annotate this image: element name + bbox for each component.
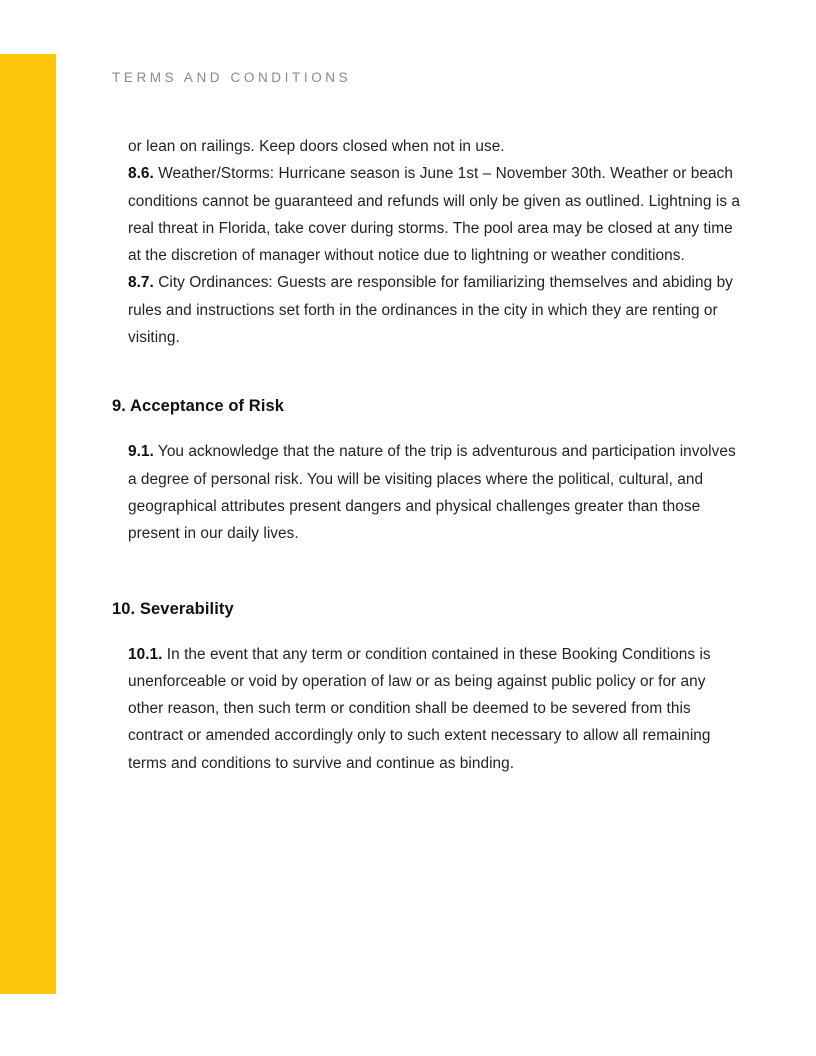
paragraph	[128, 269, 740, 351]
paragraph-lead: 9.1.	[128, 443, 154, 461]
paragraph-lead: 8.7.	[128, 274, 154, 292]
paragraph	[128, 133, 740, 160]
paragraph-text: You acknowledge that the nature of the trip is adventurous and participation involves a degree of personal risk. You will be visiting places where the political, cultural, and geographical attributes present dangers and physical challenges greater than those present in our daily lives.	[128, 443, 736, 543]
document-content	[112, 0, 742, 777]
page-title: TERMS AND CONDITIONS	[112, 70, 352, 85]
continued-section	[112, 133, 740, 351]
section-body	[112, 438, 740, 547]
paragraph	[128, 438, 740, 547]
paragraph-text: Weather/Storms: Hurricane season is June 1st – November 30th. Weather or beach conditions cannot be guaranteed and refunds will only be given as outlined. Lightning is a real threat in Florida, take cover during storms. The pool area may be closed at any time at the discretion of manager without notice due to lightning or weather conditions.	[128, 165, 740, 265]
section-severability	[112, 600, 742, 777]
paragraph-text: or lean on railings. Keep doors closed when not in use.	[128, 138, 505, 155]
section-acceptance-of-risk	[112, 397, 742, 547]
section-heading: 10. Severability	[112, 599, 234, 618]
left-accent-bar	[0, 54, 56, 994]
paragraph-text: In the event that any term or condition contained in these Booking Conditions is unenforceable or void by operation of law or as being against public policy or for any other reason, then such term or condition shall be deemed to be severed from this contract or amended accordingly only to such extent necessary to allow all remaining terms and conditions to survive and continue as binding.	[128, 645, 711, 772]
paragraph-text: City Ordinances: Guests are responsible for familiarizing themselves and abiding by rules and instructions set forth in the ordinances in the city in which they are renting or visiting.	[128, 274, 733, 347]
paragraph-lead: 10.1.	[128, 645, 163, 663]
paragraph-lead: 8.6.	[128, 165, 154, 183]
section-body	[112, 641, 740, 777]
paragraph	[128, 160, 740, 269]
section-heading-wrap	[112, 600, 742, 619]
section-heading: 9. Acceptance of Risk	[112, 397, 285, 416]
paragraph	[128, 641, 740, 777]
section-heading-wrap	[112, 397, 742, 416]
